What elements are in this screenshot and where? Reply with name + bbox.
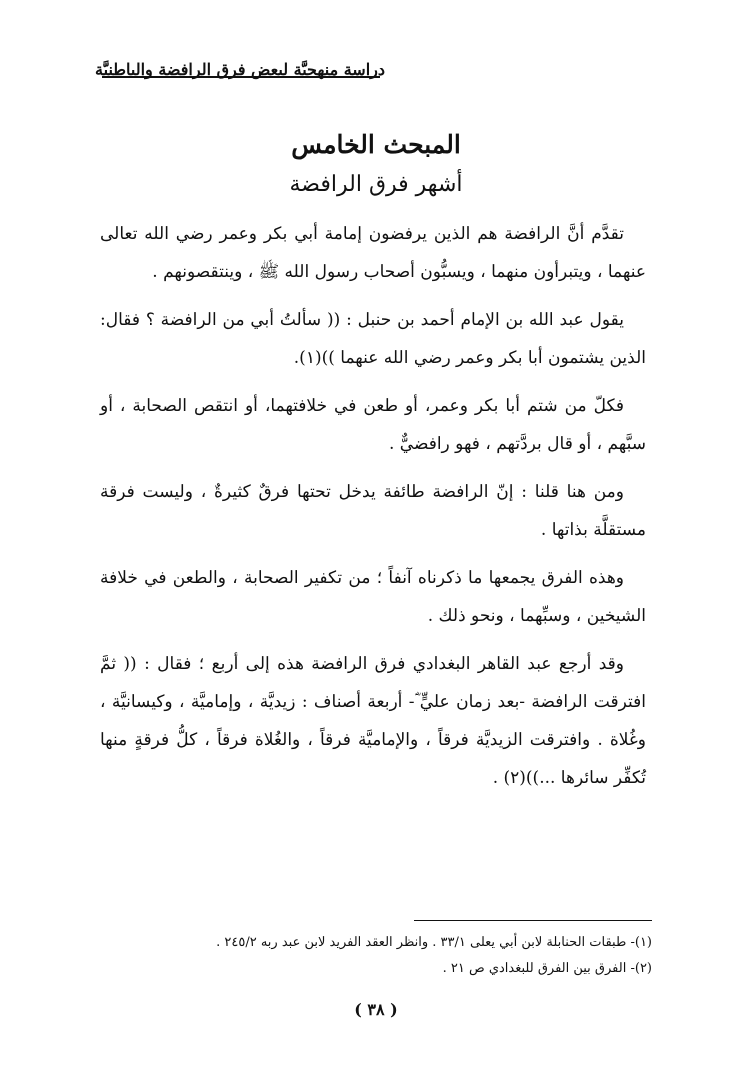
header-rule: [102, 76, 380, 78]
paragraph: ومن هنا قلنا : إنّ الرافضة طائفة يدخل تحتها فرقٌ كثيرةٌ ، وليست فرقة مستقلَّة بذاتها .: [100, 482, 646, 540]
footnote-rule: [414, 920, 652, 921]
paragraph: وقد أرجع عبد القاهر البغدادي فرق الرافضة هذه إلى أربع ؛ فقال : (( ثمَّ افترقت الرافضة -بعد زمان عليٍّ ؓ- أربعة أصناف : زيديَّة ، وإماميَّة ، وكيسانيَّة ، وغُلاة . وافترقت الزيديَّة فرقاً ، والإماميَّة فرقاً ، والغُلاة فرقاً ، كلُّ فرقةٍ منها تُكفِّر سائرها ...))(٢) .: [100, 654, 646, 788]
footnote: (٢)- الفرق بين الفرق للبغدادي ص ٢١ .: [442, 961, 652, 976]
section-subtitle: أشهر فرق الرافضة: [289, 172, 463, 197]
paragraph: وهذه الفرق يجمعها ما ذكرناه آنفاً ؛ من تكفير الصحابة ، والطعن في خلافة الشيخين ، وسبِّهما ، ونحو ذلك .: [100, 568, 646, 626]
paragraph: فكلّ من شتم أبا بكر وعمر، أو طعن في خلافتهما، أو انتقص الصحابة ، أو سبَّهم ، أو قال بردَّتهم ، فهو رافضيٌّ .: [100, 396, 646, 454]
page-number: ( ٣٨ ): [354, 1000, 398, 1019]
paragraph: تقدَّم أنَّ الرافضة هم الذين يرفضون إمامة أبي بكر وعمر رضي الله تعالى عنهما ، ويتبرأون منهما ، ويسبُّون أصحاب رسول الله ﷺ ، وينتقصونهم .: [100, 224, 646, 282]
section-title: المبحث الخامس: [291, 130, 461, 159]
paragraph: يقول عبد الله بن الإمام أحمد بن حنبل : (( سألتُ أبي من الرافضة ؟ فقال: الذين يشتمون أبا بكر وعمر رضي الله عنهما ))(١).: [100, 310, 646, 368]
footnote: (١)- طبقات الحنابلة لابن أبي يعلى ٣٣/١ . وانظر العقد الفريد لابن عبد ربه ٢٤٥/٢ .: [216, 935, 652, 950]
footnotes: [106, 930, 652, 982]
running-header-title: دراسة منهجيَّة لبعض فرق الرافضة والباطنيَّة: [95, 60, 385, 79]
body-text: [100, 215, 646, 807]
